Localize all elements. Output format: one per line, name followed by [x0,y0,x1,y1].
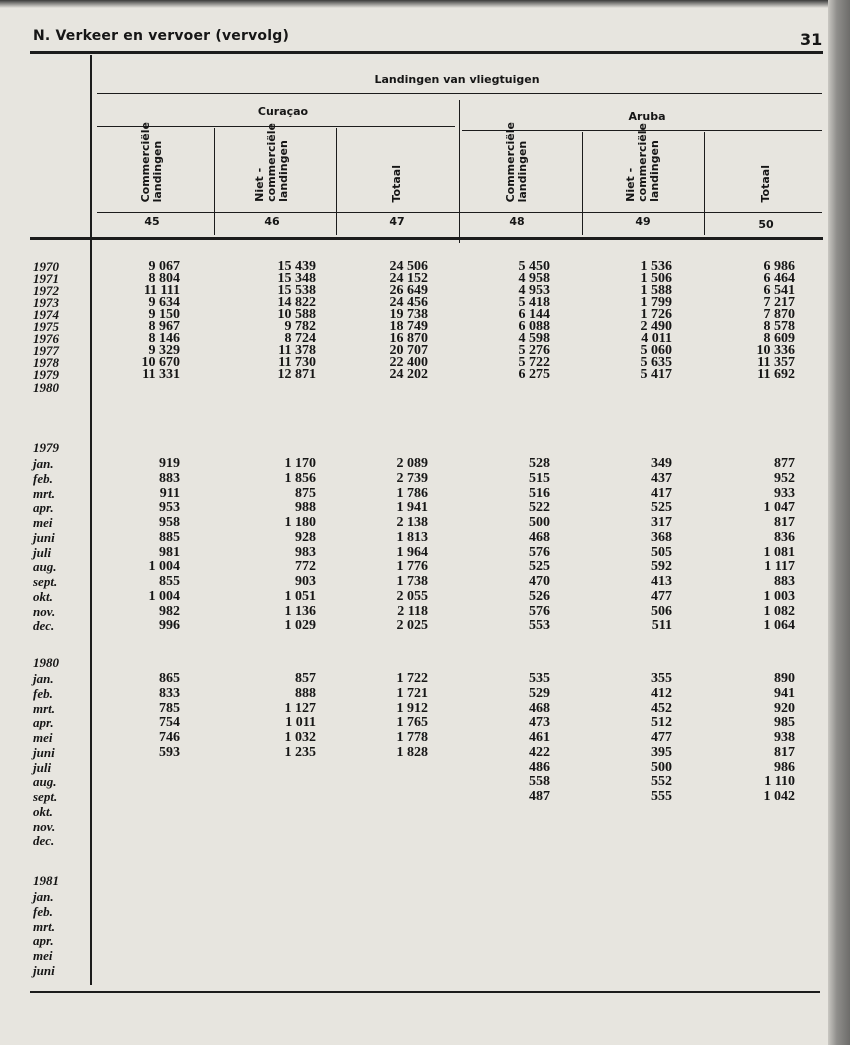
table-cell: 1 964 [396,544,428,560]
table-cell: 5 418 [518,295,550,311]
table-cell: 920 [774,700,795,716]
row-label: apr. [33,715,54,731]
table-cell: 12 871 [277,367,316,383]
col-divider [704,132,705,235]
table-cell: 996 [159,618,180,634]
row-label: 1972 [33,283,59,299]
table-cell: 486 [529,759,550,775]
table-cell: 349 [651,456,672,471]
table-cell: 355 [651,671,672,686]
table-cell: 883 [159,470,180,486]
row-label: 1980 [33,655,59,670]
row-label: okt. [33,803,53,819]
table-cell: 5 450 [518,259,550,274]
table-cell: 317 [651,515,672,530]
row-label: 1978 [33,355,59,371]
row-label: nov. [33,603,56,619]
table-cell: 981 [159,544,180,560]
table-cell: 11 378 [278,343,316,359]
table-cell: 500 [529,515,550,530]
table-cell: 6 464 [763,271,795,287]
table-cell: 15 538 [277,283,316,299]
table-cell: 19 738 [389,307,428,323]
row-label: 1975 [33,319,59,335]
table-cell: 5 722 [518,355,550,371]
table-cell: 5 060 [640,343,672,359]
bottom-rule [30,991,820,993]
table-cell: 986 [774,759,795,775]
table-cell: 885 [159,529,180,545]
table-cell: 576 [529,544,550,560]
table-cell: 468 [529,700,550,716]
row-label: mei [33,515,53,530]
table-cell: 558 [529,774,550,790]
table-cell: 516 [529,485,550,501]
row-label: juli [33,759,52,775]
table-cell: 1 081 [763,544,795,560]
table-cell: 552 [651,774,672,790]
column-header: Totaal [759,164,772,202]
row-label: 1970 [33,259,59,274]
table-cell: 1 032 [284,730,316,745]
table-cell: 529 [529,685,550,701]
table-cell: 505 [651,544,672,560]
row-label: mei [33,948,53,963]
table-cell: 8 967 [148,319,180,335]
top-rule [30,51,823,54]
page-edge [0,0,850,8]
table-cell: 1 721 [396,685,428,701]
row-label: jan. [33,889,54,904]
table-cell: 4 953 [518,283,550,299]
table-cell: 1 051 [284,588,316,604]
row-label: 1977 [33,343,59,359]
table-cell: 817 [774,515,795,530]
table-cell: 15 348 [277,271,316,287]
table-cell: 1 127 [284,700,316,716]
table-cell: 1 082 [763,603,795,619]
table-cell: 6 275 [518,367,550,383]
table-cell: 22 400 [389,355,428,371]
table-cell: 553 [529,618,550,634]
table-cell: 772 [295,559,316,575]
table-cell: 9 150 [148,307,180,323]
table-cell: 461 [529,730,550,745]
row-label: 1979 [33,367,59,383]
table-cell: 2 490 [640,319,672,335]
row-label: sept. [33,789,58,804]
table-cell: 555 [651,789,672,804]
table-cell: 9 634 [148,295,180,311]
column-number: 47 [389,215,405,228]
table-cell: 2 025 [396,618,428,634]
table-cell: 522 [529,500,550,516]
stub-divider [90,55,92,985]
row-label: apr. [33,933,54,949]
row-label: feb. [33,903,53,919]
table-cell: 2 118 [397,603,428,619]
table-cell: 785 [159,700,180,716]
table-cell: 2 055 [396,588,428,604]
column-header: Commerciële landingen [504,121,529,202]
table-cell: 477 [651,588,672,604]
table-cell: 1 738 [396,574,428,589]
row-label: aug. [33,559,57,575]
table-cell: 10 336 [756,343,795,359]
group-curacao: Curaçao [257,105,309,118]
col-divider [336,128,337,235]
table-cell: 833 [159,685,180,701]
table-cell: 1 506 [640,271,672,287]
table-cell: 2 138 [396,515,428,530]
column-header: Commerciële landingen [139,121,164,202]
table-cell: 941 [774,685,795,701]
table-cell: 395 [651,744,672,760]
table-cell: 4 598 [518,331,550,347]
table-cell: 919 [159,456,180,471]
table-cell: 890 [774,671,795,686]
table-cell: 1 004 [148,588,180,604]
table-cell: 24 506 [389,259,428,274]
table-cell: 14 822 [277,295,316,311]
table-cell: 953 [159,500,180,516]
table-cell: 1 235 [284,744,316,760]
table-cell: 452 [651,700,672,716]
table-cell: 1 941 [396,500,428,516]
table-cell: 4 958 [518,271,550,287]
table-cell: 506 [651,603,672,619]
page-number: 31 [800,30,823,49]
table-cell: 9 782 [284,319,316,335]
row-label: okt. [33,588,53,604]
column-header: Niet - commerciële landingen [624,123,661,202]
table-cell: 903 [295,574,316,589]
column-header: Niet - commerciële landingen [253,123,290,202]
table-cell: 983 [295,544,316,560]
table-cell: 4 011 [641,331,672,347]
table-cell: 487 [529,789,550,804]
row-label: 1980 [33,379,59,395]
table-cell: 437 [651,470,672,486]
table-cell: 888 [295,685,316,701]
table-cell: 1 029 [284,618,316,634]
row-label: nov. [33,818,56,834]
table-cell: 746 [159,730,180,745]
table-cell: 938 [774,730,795,745]
table-cell: 20 707 [389,343,428,359]
table-cell: 1 003 [763,588,795,604]
row-label: apr. [33,500,54,516]
table-cell: 5 635 [640,355,672,371]
row-label: mei [33,730,53,745]
table-cell: 24 456 [389,295,428,311]
column-number: 49 [635,215,651,228]
table-cell: 10 588 [277,307,316,323]
table-cell: 477 [651,730,672,745]
table-cell: 911 [159,485,180,501]
table-cell: 11 331 [142,367,180,383]
table-cell: 473 [529,715,550,731]
table-cell: 1 726 [640,307,672,323]
row-label: dec. [33,833,55,849]
book-gutter-shadow [828,0,850,1045]
table-cell: 10 670 [141,355,180,371]
table-cell: 988 [295,500,316,516]
table-cell: 1 170 [284,456,316,471]
table-cell: 515 [529,470,550,486]
column-header: Totaal [390,164,403,202]
table-cell: 985 [774,715,795,731]
table-cell: 576 [529,603,550,619]
table-cell: 1 042 [763,789,795,804]
table-cell: 9 067 [148,259,180,274]
table-cell: 836 [774,529,795,545]
table-cell: 855 [159,574,180,589]
row-label: feb. [33,470,53,486]
table-cell: 7 217 [763,295,795,311]
table-cell: 24 152 [389,271,428,287]
table-cell: 817 [774,744,795,760]
table-cell: 525 [529,559,550,575]
table-cell: 8 609 [763,331,795,347]
row-label: juni [33,962,55,978]
column-number: 50 [758,218,774,231]
main-heading: Landingen van vliegtuigen [374,73,540,86]
table-cell: 500 [651,759,672,775]
table-cell: 952 [774,470,795,486]
row-label: dec. [33,618,55,634]
table-cell: 592 [651,559,672,575]
row-label: juni [33,744,55,760]
table-cell: 1 776 [396,559,428,575]
table-cell: 6 144 [518,307,550,323]
heading-rule [97,93,822,94]
table-cell: 9 329 [148,343,180,359]
table-cell: 877 [774,456,795,471]
table-cell: 11 111 [143,283,180,299]
table-cell: 1 011 [285,715,316,731]
table-cell: 1 180 [284,515,316,530]
table-cell: 1 110 [764,774,795,790]
column-number: 48 [509,215,525,228]
table-cell: 8 146 [148,331,180,347]
row-label: mrt. [33,485,56,501]
table-cell: 11 692 [757,367,795,383]
table-cell: 1 799 [640,295,672,311]
group-divider [459,100,460,243]
table-cell: 1 064 [763,618,795,634]
row-label: 1981 [33,873,59,888]
table-cell: 982 [159,603,180,619]
table-cell: 6 986 [763,259,795,274]
table-cell: 7 870 [763,307,795,323]
table-cell: 865 [159,671,180,686]
table-cell: 6 541 [763,283,795,299]
table-cell: 422 [529,744,550,760]
column-number: 46 [264,215,280,228]
row-label: mrt. [33,700,56,716]
table-cell: 8 578 [763,319,795,335]
table-cell: 593 [159,744,180,760]
row-label: 1974 [33,307,59,323]
table-cell: 1 117 [764,559,795,575]
table-cell: 5 276 [518,343,550,359]
table-cell: 413 [651,574,672,589]
column-number: 45 [144,215,160,228]
table-cell: 18 749 [389,319,428,335]
table-cell: 1 536 [640,259,672,274]
table-cell: 6 088 [518,319,550,335]
table-cell: 512 [651,715,672,731]
page-title: N. Verkeer en vervoer (vervolg) [33,28,290,44]
row-label: 1971 [33,271,59,287]
table-cell: 1 856 [284,470,316,486]
table-cell: 8 724 [284,331,316,347]
table-cell: 16 870 [389,331,428,347]
table-cell: 958 [159,515,180,530]
row-label: mrt. [33,918,56,934]
table-cell: 1 047 [763,500,795,516]
table-cell: 24 202 [389,367,428,383]
row-label: jan. [33,671,54,686]
row-label: feb. [33,685,53,701]
table-cell: 928 [295,529,316,545]
table-cell: 511 [651,618,672,634]
row-label: 1979 [33,440,59,455]
table-cell: 15 439 [277,259,316,274]
table-cell: 857 [295,671,316,686]
table-cell: 1 786 [396,485,428,501]
table-cell: 875 [295,485,316,501]
row-label: 1976 [33,331,59,347]
table-cell: 26 649 [389,283,428,299]
table-cell: 1 136 [284,603,316,619]
row-label: 1973 [33,295,59,311]
table-cell: 5 417 [640,367,672,383]
col-divider [214,128,215,235]
table-cell: 1 765 [396,715,428,731]
row-label: juli [33,544,52,560]
table-cell: 368 [651,529,672,545]
row-label: sept. [33,574,58,589]
table-cell: 754 [159,715,180,731]
table-cell: 1 004 [148,559,180,575]
table-cell: 1 912 [396,700,428,716]
table-cell: 470 [529,574,550,589]
table-cell: 526 [529,588,550,604]
table-cell: 528 [529,456,550,471]
table-cell: 1 722 [396,671,428,686]
colnum-rule [97,212,822,213]
table-cell: 525 [651,500,672,516]
header-bottom-rule [30,237,823,240]
row-label: juni [33,529,55,545]
table-cell: 412 [651,685,672,701]
col-divider [582,132,583,235]
table-cell: 1 828 [396,744,428,760]
table-cell: 933 [774,485,795,501]
table-cell: 468 [529,529,550,545]
table-cell: 2 089 [396,456,428,471]
row-label: jan. [33,456,54,471]
table-cell: 883 [774,574,795,589]
table-cell: 1 778 [396,730,428,745]
group-aruba: Aruba [628,110,666,123]
table-cell: 11 730 [278,355,316,371]
table-cell: 8 804 [148,271,180,287]
table-cell: 535 [529,671,550,686]
table-cell: 11 357 [757,355,795,371]
row-label: aug. [33,774,57,790]
table-cell: 417 [651,485,672,501]
table-cell: 1 813 [396,529,428,545]
table-cell: 1 588 [640,283,672,299]
table-cell: 2 739 [396,470,428,486]
